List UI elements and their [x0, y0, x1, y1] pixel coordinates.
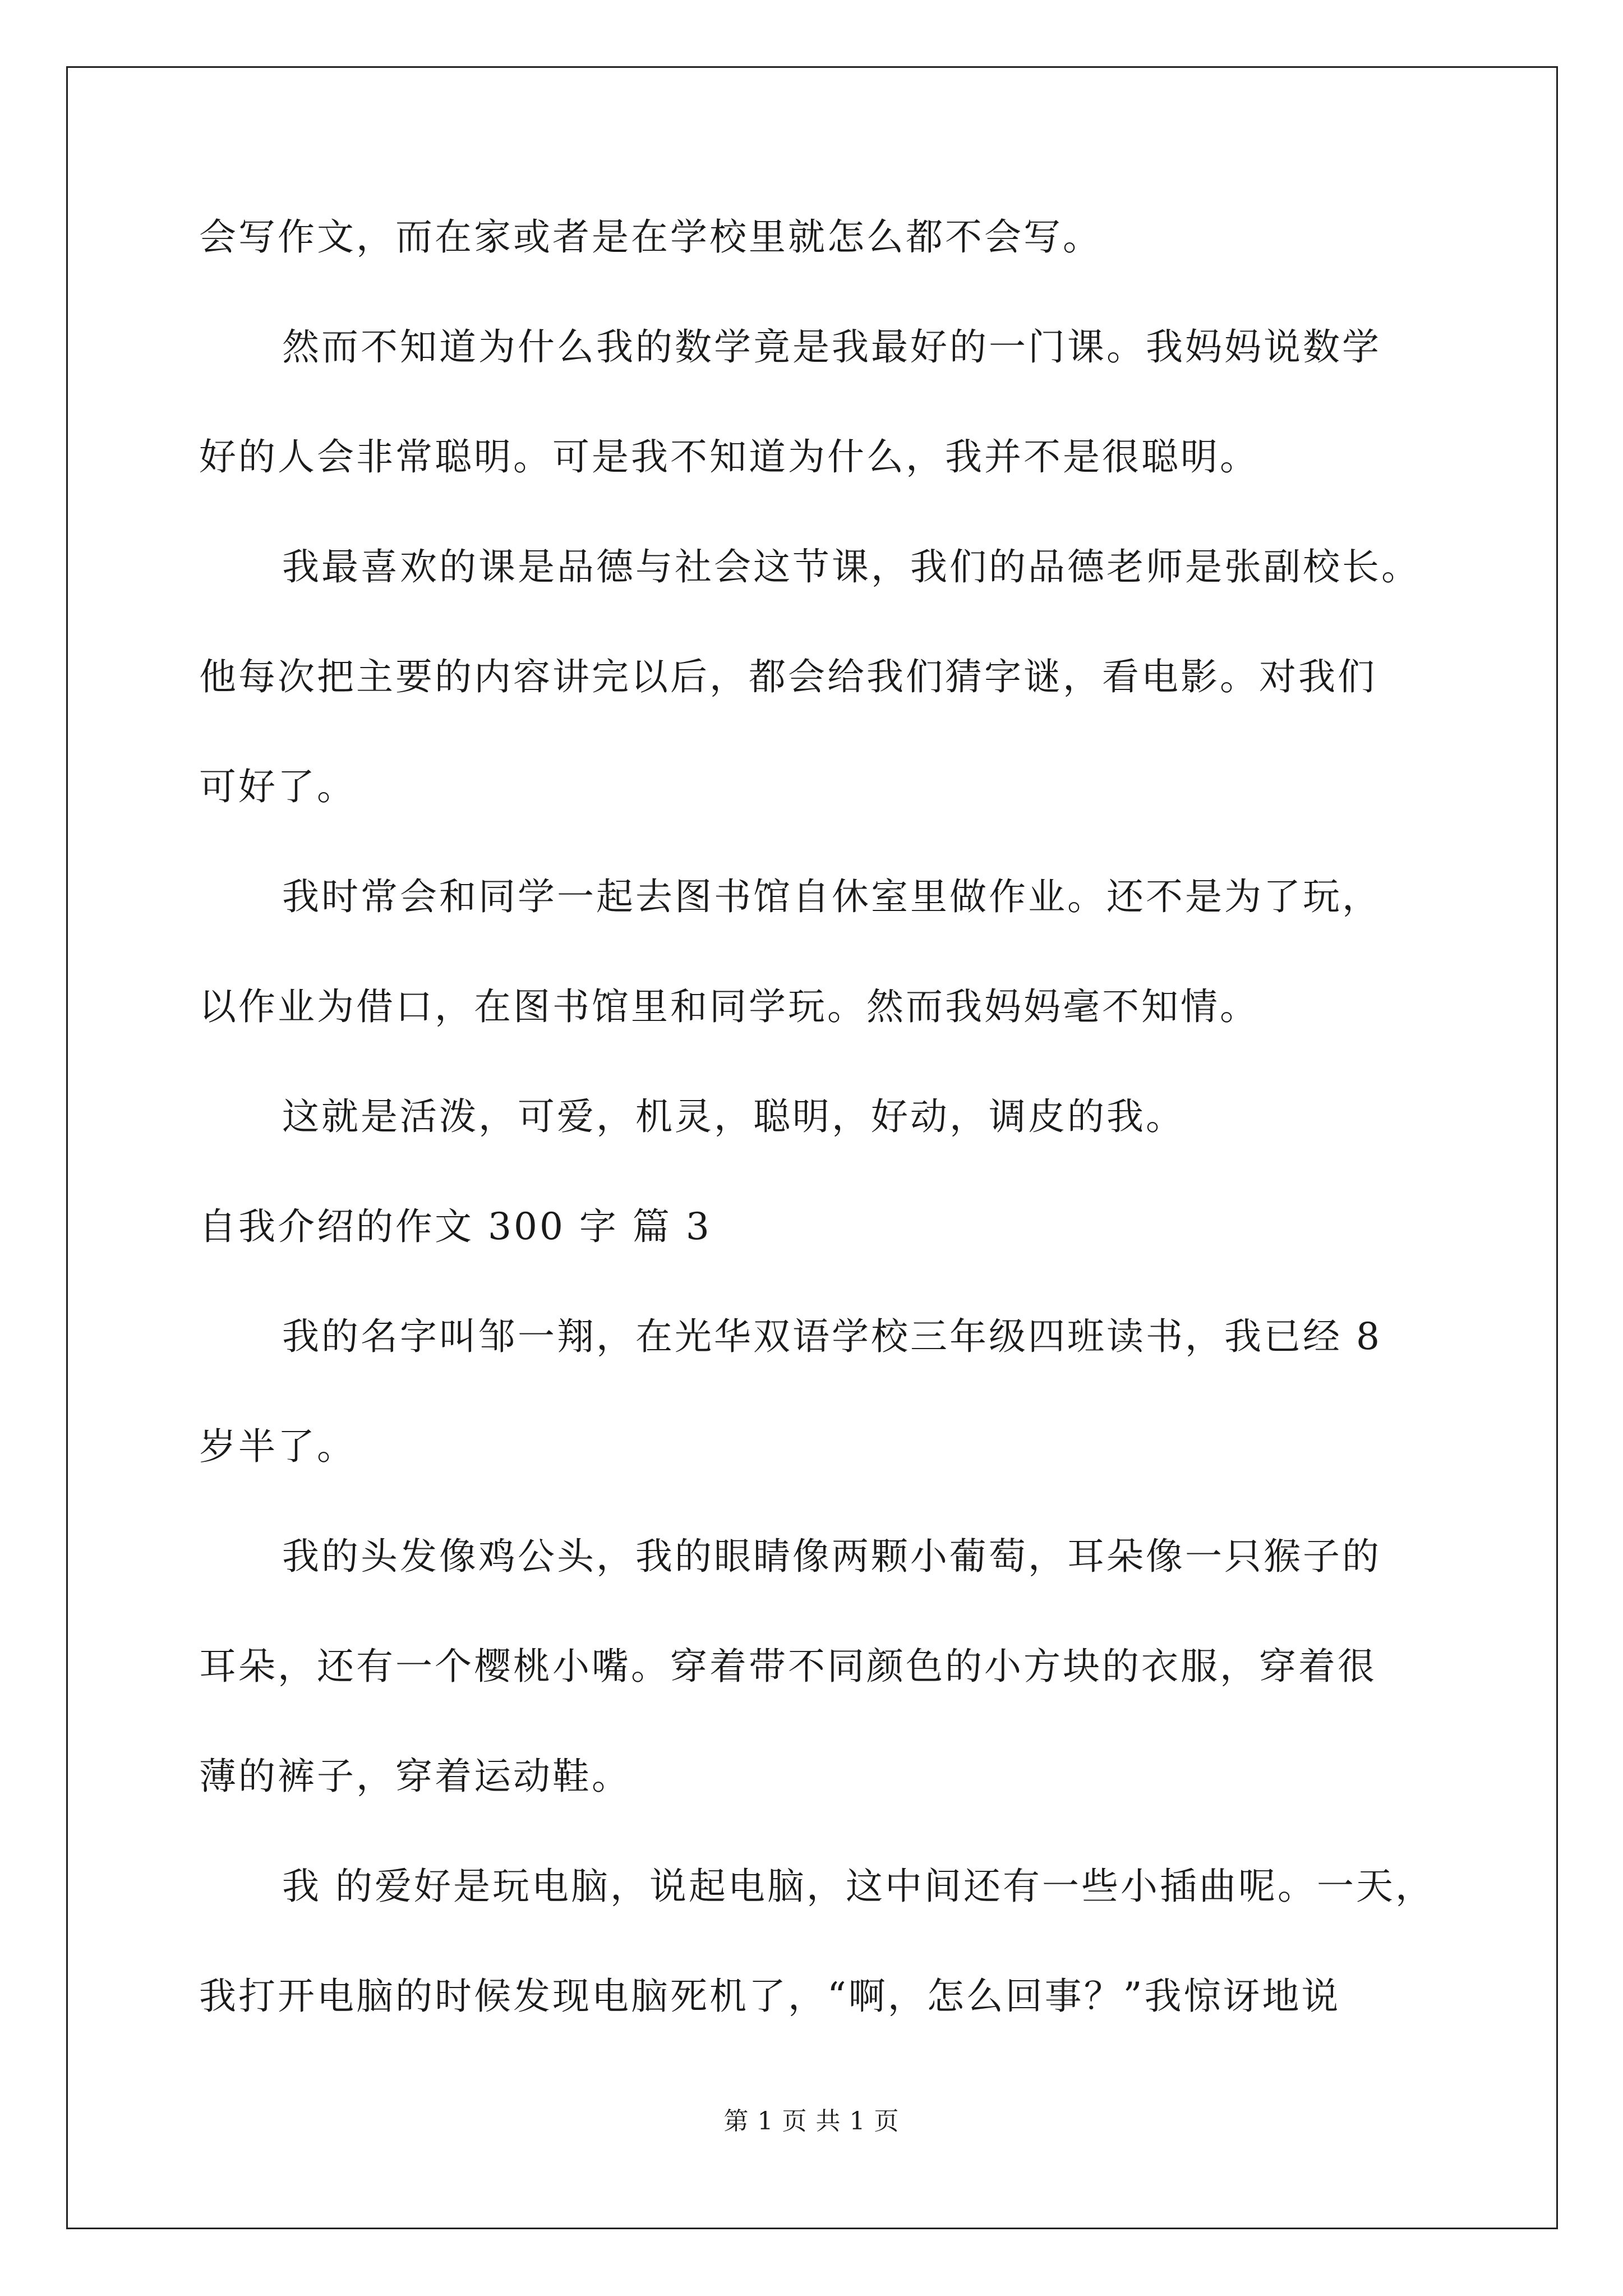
text-line-15: 薄的裤子，穿着运动鞋。	[199, 1755, 631, 1798]
page-number-footer: 第 1 页 共 1 页	[723, 2107, 900, 2136]
text-line-2: 然而不知道为什么我的数学竟是我最好的一门课。我妈妈说数学	[282, 325, 1381, 369]
text-line-14: 耳朵，还有一个樱桃小嘴。穿着带不同颜色的小方块的衣服，穿着很	[199, 1645, 1377, 1688]
text-line-8: 以作业为借口，在图书馆里和同学玩。然而我妈妈毫不知情。	[199, 985, 1259, 1028]
text-line-4: 我最喜欢的课是品德与社会这节课，我们的品德老师是张副校长。	[282, 545, 1421, 588]
text-line-13: 我的头发像鸡公头，我的眼睛像两颗小葡萄，耳朵像一只猴子的	[282, 1535, 1381, 1578]
text-line-5: 他每次把主要的内容讲完以后，都会给我们猜字谜，看电影。对我们	[199, 655, 1377, 698]
text-line-3: 好的人会非常聪明。可是我不知道为什么，我并不是很聪明。	[199, 435, 1259, 478]
text-line-11: 我的名字叫邹一翔，在光华双语学校三年级四班读书，我已经 8	[282, 1315, 1382, 1358]
text-line-16: 我 的爱好是玩电脑，说起电脑，这中间还有一些小插曲呢。一天，	[282, 1865, 1435, 1908]
text-line-7: 我时常会和同学一起去图书馆自休室里做作业。还不是为了玩，	[282, 875, 1381, 918]
section-heading: 自我介绍的作文 300 字 篇 3	[199, 1205, 712, 1248]
text-line-17: 我打开电脑的时候发现电脑死机了，“啊，怎么回事？”我惊讶地说	[199, 1975, 1341, 2018]
text-line-6: 可好了。	[199, 765, 356, 808]
text-line-9: 这就是活泼，可爱，机灵，聪明，好动，调皮的我。	[282, 1095, 1185, 1138]
text-line-1: 会写作文，而在家或者是在学校里就怎么都不会写。	[199, 215, 1102, 259]
text-line-12: 岁半了。	[199, 1425, 356, 1468]
